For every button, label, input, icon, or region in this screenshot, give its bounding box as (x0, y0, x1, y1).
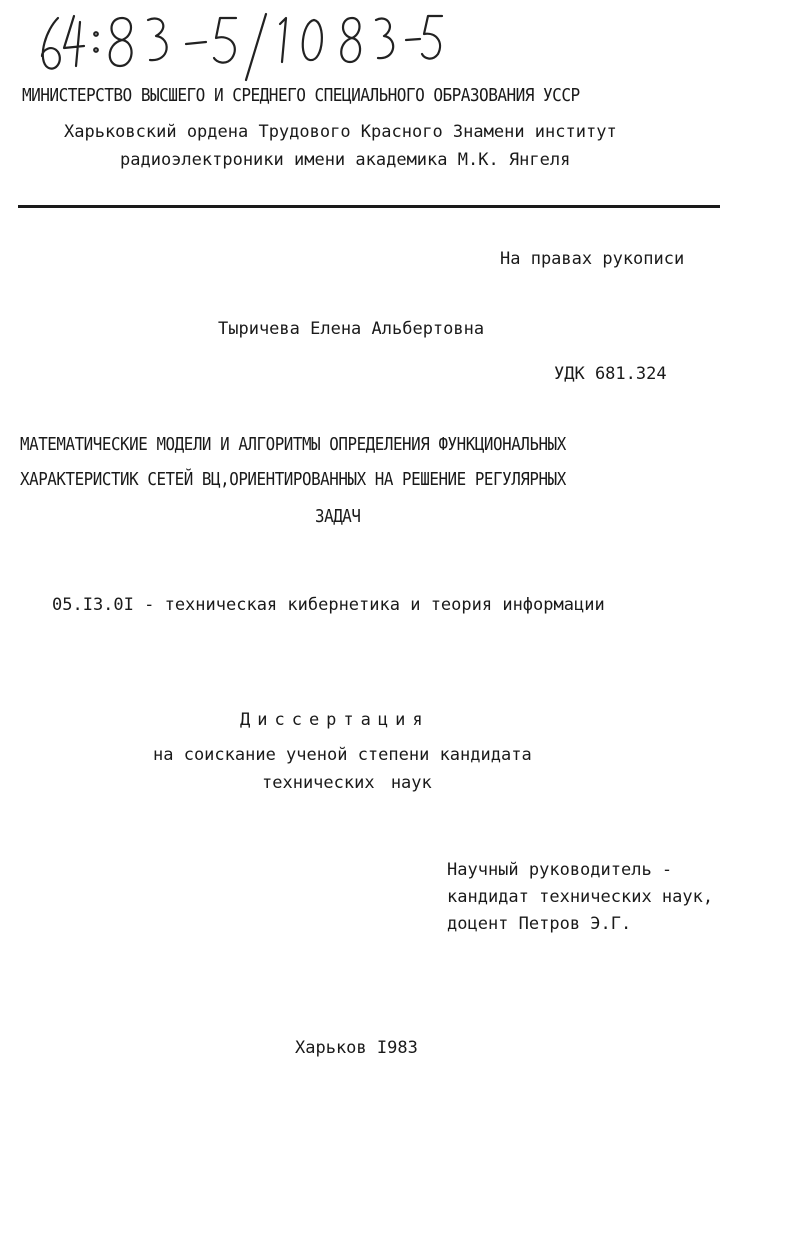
supervisor-name: доцент Петров Э.Г. (447, 914, 632, 934)
supervisor-degree: кандидат технических наук, (447, 887, 714, 907)
thesis-title-line-1: МАТЕМАТИЧЕСКИЕ МОДЕЛИ И АЛГОРИТМЫ ОПРЕДЕЛЕНИЯ ФУНКЦИОНАЛЬНЫХ (20, 434, 566, 455)
degree-line-2: технических наук (262, 773, 432, 793)
dissertation-heading: Диссертация (240, 710, 430, 730)
handwritten-note-drawing (30, 4, 450, 84)
manuscript-rights-note: На правах рукописи (500, 249, 685, 269)
author-name: Тыричева Елена Альбертовна (218, 319, 485, 339)
degree-line-1: на соискание ученой степени кандидата (153, 745, 532, 765)
city-year: Харьков I983 (295, 1038, 418, 1058)
handwritten-note-text: 64:83-5/1083-5 (30, 4, 39, 5)
thesis-title-line-2: ХАРАКТЕРИСТИК СЕТЕЙ ВЦ,ОРИЕНТИРОВАННЫХ НА РЕШЕНИЕ РЕГУЛЯРНЫХ (20, 469, 566, 490)
supervisor-label: Научный руководитель - (447, 860, 673, 880)
ministry-heading: МИНИСТЕРСТВО ВЫСШЕГО И СРЕДНЕГО СПЕЦИАЛЬНОГО ОБРАЗОВАНИЯ УССР (22, 86, 580, 106)
institute-name-line-2: радиоэлектроники имени академика М.К. Янгеля (120, 150, 571, 170)
specialty-code: 05.I3.0I - техническая кибернетика и теория информации (52, 595, 605, 615)
handwritten-archive-note (30, 4, 450, 84)
institute-name-line-1: Харьковский ордена Трудового Красного Знамени институт (64, 122, 617, 142)
thesis-title-line-3: ЗАДАЧ (315, 506, 361, 527)
header-divider (18, 205, 720, 208)
udc-code: УДК 681.324 (554, 364, 667, 384)
